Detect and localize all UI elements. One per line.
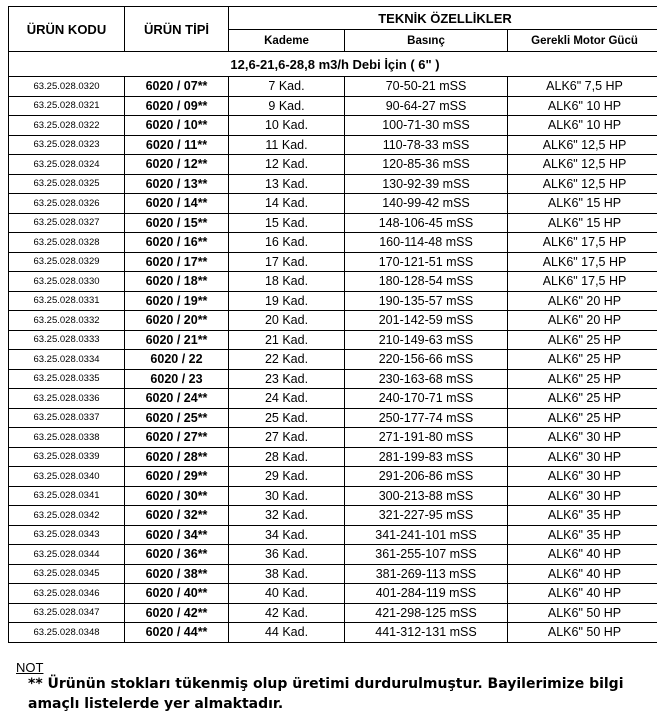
pressure-cell: 361-255-107 mSS	[345, 545, 508, 565]
pressure-cell: 110-78-33 mSS	[345, 135, 508, 155]
product-type-cell: 6020 / 23	[125, 369, 229, 389]
product-type-cell: 6020 / 36**	[125, 545, 229, 565]
pressure-cell: 210-149-63 mSS	[345, 330, 508, 350]
table-row	[9, 96, 657, 116]
product-type-cell: 6020 / 09**	[125, 96, 229, 116]
product-code-cell: 63.25.028.0321	[9, 96, 125, 116]
motor-power-cell: ALK6" 30 HP	[508, 447, 657, 467]
product-type-cell: 6020 / 42**	[125, 603, 229, 623]
product-code-cell: 63.25.028.0339	[9, 447, 125, 467]
motor-power-cell: ALK6" 17,5 HP	[508, 252, 657, 272]
header-technical-specs: TEKNİK ÖZELLİKLER	[229, 7, 657, 30]
motor-power-cell: ALK6" 17,5 HP	[508, 233, 657, 253]
table-row	[9, 525, 657, 545]
header-motor-power: Gerekli Motor Gücü	[508, 30, 657, 52]
pressure-cell: 160-114-48 mSS	[345, 233, 508, 253]
product-type-cell: 6020 / 27**	[125, 428, 229, 448]
product-code-cell: 63.25.028.0346	[9, 584, 125, 604]
table-row	[9, 311, 657, 331]
product-code-cell: 63.25.028.0343	[9, 525, 125, 545]
product-type-cell: 6020 / 29**	[125, 467, 229, 487]
stage-cell: 34 Kad.	[229, 525, 345, 545]
product-type-cell: 6020 / 14**	[125, 194, 229, 214]
motor-power-cell: ALK6" 15 HP	[508, 213, 657, 233]
stage-cell: 12 Kad.	[229, 155, 345, 175]
product-type-cell: 6020 / 25**	[125, 408, 229, 428]
motor-power-cell: ALK6" 30 HP	[508, 467, 657, 487]
table-row	[9, 116, 657, 136]
pressure-cell: 70-50-21 mSS	[345, 77, 508, 97]
motor-power-cell: ALK6" 7,5 HP	[508, 77, 657, 97]
motor-power-cell: ALK6" 12,5 HP	[508, 155, 657, 175]
product-code-cell: 63.25.028.0342	[9, 506, 125, 526]
product-type-cell: 6020 / 10**	[125, 116, 229, 136]
product-type-cell: 6020 / 34**	[125, 525, 229, 545]
pressure-cell: 190-135-57 mSS	[345, 291, 508, 311]
motor-power-cell: ALK6" 40 HP	[508, 545, 657, 565]
motor-power-cell: ALK6" 12,5 HP	[508, 174, 657, 194]
pressure-cell: 120-85-36 mSS	[345, 155, 508, 175]
motor-power-cell: ALK6" 17,5 HP	[508, 272, 657, 292]
motor-power-cell: ALK6" 25 HP	[508, 330, 657, 350]
table-row	[9, 603, 657, 623]
table-row	[9, 564, 657, 584]
pressure-cell: 421-298-125 mSS	[345, 603, 508, 623]
table-row	[9, 447, 657, 467]
product-code-cell: 63.25.028.0336	[9, 389, 125, 409]
note-title: NOT	[16, 660, 44, 675]
table-row	[9, 77, 657, 97]
motor-power-cell: ALK6" 25 HP	[508, 350, 657, 370]
product-type-cell: 6020 / 11**	[125, 135, 229, 155]
product-type-cell: 6020 / 19**	[125, 291, 229, 311]
product-code-cell: 63.25.028.0320	[9, 77, 125, 97]
motor-power-cell: ALK6" 50 HP	[508, 603, 657, 623]
motor-power-cell: ALK6" 35 HP	[508, 525, 657, 545]
table-row	[9, 233, 657, 253]
product-code-cell: 63.25.028.0345	[9, 564, 125, 584]
product-code-cell: 63.25.028.0347	[9, 603, 125, 623]
table-row	[9, 155, 657, 175]
motor-power-cell: ALK6" 50 HP	[508, 623, 657, 643]
pressure-cell: 381-269-113 mSS	[345, 564, 508, 584]
table-row	[9, 291, 657, 311]
stage-cell: 19 Kad.	[229, 291, 345, 311]
footnote	[16, 659, 656, 714]
pump-spec-sheet	[8, 6, 657, 712]
pressure-cell: 271-191-80 mSS	[345, 428, 508, 448]
table-row	[9, 408, 657, 428]
stage-cell: 15 Kad.	[229, 213, 345, 233]
stage-cell: 32 Kad.	[229, 506, 345, 526]
product-type-cell: 6020 / 38**	[125, 564, 229, 584]
header-stage: Kademe	[229, 30, 345, 52]
motor-power-cell: ALK6" 20 HP	[508, 311, 657, 331]
product-code-cell: 63.25.028.0322	[9, 116, 125, 136]
spec-rows	[9, 77, 657, 643]
stage-cell: 14 Kad.	[229, 194, 345, 214]
product-code-cell: 63.25.028.0338	[9, 428, 125, 448]
table-row	[9, 252, 657, 272]
header-product-type: ÜRÜN TİPİ	[125, 7, 229, 52]
product-type-cell: 6020 / 07**	[125, 77, 229, 97]
motor-power-cell: ALK6" 30 HP	[508, 486, 657, 506]
table-row	[9, 428, 657, 448]
motor-power-cell: ALK6" 25 HP	[508, 369, 657, 389]
product-code-cell: 63.25.028.0348	[9, 623, 125, 643]
motor-power-cell: ALK6" 30 HP	[508, 428, 657, 448]
table-row	[9, 350, 657, 370]
motor-power-cell: ALK6" 12,5 HP	[508, 135, 657, 155]
product-code-cell: 63.25.028.0334	[9, 350, 125, 370]
motor-power-cell: ALK6" 40 HP	[508, 584, 657, 604]
pressure-cell: 90-64-27 mSS	[345, 96, 508, 116]
pump-spec-table	[8, 6, 657, 643]
product-type-cell: 6020 / 21**	[125, 330, 229, 350]
stage-cell: 30 Kad.	[229, 486, 345, 506]
product-code-cell: 63.25.028.0328	[9, 233, 125, 253]
table-row	[9, 135, 657, 155]
stage-cell: 36 Kad.	[229, 545, 345, 565]
product-code-cell: 63.25.028.0340	[9, 467, 125, 487]
stage-cell: 17 Kad.	[229, 252, 345, 272]
stage-cell: 42 Kad.	[229, 603, 345, 623]
note-text: ** Ürünün stokları tükenmiş olup üretimi durdurulmuştur. Bayilerimize bilgi amaçlı listelerde yer almaktadır.	[28, 676, 624, 712]
table-row	[9, 545, 657, 565]
stage-cell: 27 Kad.	[229, 428, 345, 448]
motor-power-cell: ALK6" 35 HP	[508, 506, 657, 526]
table-row	[9, 272, 657, 292]
pressure-cell: 100-71-30 mSS	[345, 116, 508, 136]
stage-cell: 7 Kad.	[229, 77, 345, 97]
stage-cell: 10 Kad.	[229, 116, 345, 136]
motor-power-cell: ALK6" 25 HP	[508, 408, 657, 428]
pressure-cell: 130-92-39 mSS	[345, 174, 508, 194]
product-code-cell: 63.25.028.0335	[9, 369, 125, 389]
product-code-cell: 63.25.028.0329	[9, 252, 125, 272]
product-type-cell: 6020 / 12**	[125, 155, 229, 175]
motor-power-cell: ALK6" 25 HP	[508, 389, 657, 409]
product-type-cell: 6020 / 30**	[125, 486, 229, 506]
table-row	[9, 174, 657, 194]
stage-cell: 29 Kad.	[229, 467, 345, 487]
stage-cell: 18 Kad.	[229, 272, 345, 292]
stage-cell: 38 Kad.	[229, 564, 345, 584]
pressure-cell: 140-99-42 mSS	[345, 194, 508, 214]
table-row	[9, 389, 657, 409]
product-type-cell: 6020 / 28**	[125, 447, 229, 467]
stage-cell: 11 Kad.	[229, 135, 345, 155]
table-row	[9, 486, 657, 506]
pressure-cell: 441-312-131 mSS	[345, 623, 508, 643]
product-code-cell: 63.25.028.0337	[9, 408, 125, 428]
product-code-cell: 63.25.028.0344	[9, 545, 125, 565]
stage-cell: 20 Kad.	[229, 311, 345, 331]
table-row	[9, 330, 657, 350]
motor-power-cell: ALK6" 15 HP	[508, 194, 657, 214]
stage-cell: 23 Kad.	[229, 369, 345, 389]
header-product-code: ÜRÜN KODU	[9, 7, 125, 52]
motor-power-cell: ALK6" 20 HP	[508, 291, 657, 311]
product-code-cell: 63.25.028.0325	[9, 174, 125, 194]
stage-cell: 40 Kad.	[229, 584, 345, 604]
product-type-cell: 6020 / 44**	[125, 623, 229, 643]
pressure-cell: 321-227-95 mSS	[345, 506, 508, 526]
motor-power-cell: ALK6" 10 HP	[508, 116, 657, 136]
product-code-cell: 63.25.028.0327	[9, 213, 125, 233]
header-pressure: Basınç	[345, 30, 508, 52]
stage-cell: 44 Kad.	[229, 623, 345, 643]
table-row	[9, 194, 657, 214]
product-code-cell: 63.25.028.0341	[9, 486, 125, 506]
product-code-cell: 63.25.028.0323	[9, 135, 125, 155]
pressure-cell: 170-121-51 mSS	[345, 252, 508, 272]
product-type-cell: 6020 / 22	[125, 350, 229, 370]
product-code-cell: 63.25.028.0332	[9, 311, 125, 331]
stage-cell: 9 Kad.	[229, 96, 345, 116]
pressure-cell: 291-206-86 mSS	[345, 467, 508, 487]
pressure-cell: 201-142-59 mSS	[345, 311, 508, 331]
pressure-cell: 281-199-83 mSS	[345, 447, 508, 467]
product-type-cell: 6020 / 16**	[125, 233, 229, 253]
product-code-cell: 63.25.028.0326	[9, 194, 125, 214]
stage-cell: 21 Kad.	[229, 330, 345, 350]
product-type-cell: 6020 / 18**	[125, 272, 229, 292]
product-code-cell: 63.25.028.0331	[9, 291, 125, 311]
product-type-cell: 6020 / 32**	[125, 506, 229, 526]
product-code-cell: 63.25.028.0330	[9, 272, 125, 292]
product-type-cell: 6020 / 17**	[125, 252, 229, 272]
product-code-cell: 63.25.028.0333	[9, 330, 125, 350]
stage-cell: 13 Kad.	[229, 174, 345, 194]
stage-cell: 22 Kad.	[229, 350, 345, 370]
pressure-cell: 230-163-68 mSS	[345, 369, 508, 389]
table-row	[9, 623, 657, 643]
pressure-cell: 341-241-101 mSS	[345, 525, 508, 545]
table-row	[9, 213, 657, 233]
stage-cell: 24 Kad.	[229, 389, 345, 409]
motor-power-cell: ALK6" 40 HP	[508, 564, 657, 584]
stage-cell: 28 Kad.	[229, 447, 345, 467]
table-row	[9, 369, 657, 389]
product-code-cell: 63.25.028.0324	[9, 155, 125, 175]
product-type-cell: 6020 / 13**	[125, 174, 229, 194]
pressure-cell: 240-170-71 mSS	[345, 389, 508, 409]
pressure-cell: 250-177-74 mSS	[345, 408, 508, 428]
stage-cell: 16 Kad.	[229, 233, 345, 253]
table-row	[9, 467, 657, 487]
product-type-cell: 6020 / 24**	[125, 389, 229, 409]
table-row	[9, 506, 657, 526]
table-row	[9, 584, 657, 604]
product-type-cell: 6020 / 15**	[125, 213, 229, 233]
pressure-cell: 401-284-119 mSS	[345, 584, 508, 604]
pressure-cell: 300-213-88 mSS	[345, 486, 508, 506]
pressure-cell: 180-128-54 mSS	[345, 272, 508, 292]
product-type-cell: 6020 / 20**	[125, 311, 229, 331]
flow-rate-label: 12,6-21,6-28,8 m3/h Debi İçin ( 6" )	[9, 52, 657, 77]
stage-cell: 25 Kad.	[229, 408, 345, 428]
product-type-cell: 6020 / 40**	[125, 584, 229, 604]
pressure-cell: 220-156-66 mSS	[345, 350, 508, 370]
motor-power-cell: ALK6" 10 HP	[508, 96, 657, 116]
pressure-cell: 148-106-45 mSS	[345, 213, 508, 233]
